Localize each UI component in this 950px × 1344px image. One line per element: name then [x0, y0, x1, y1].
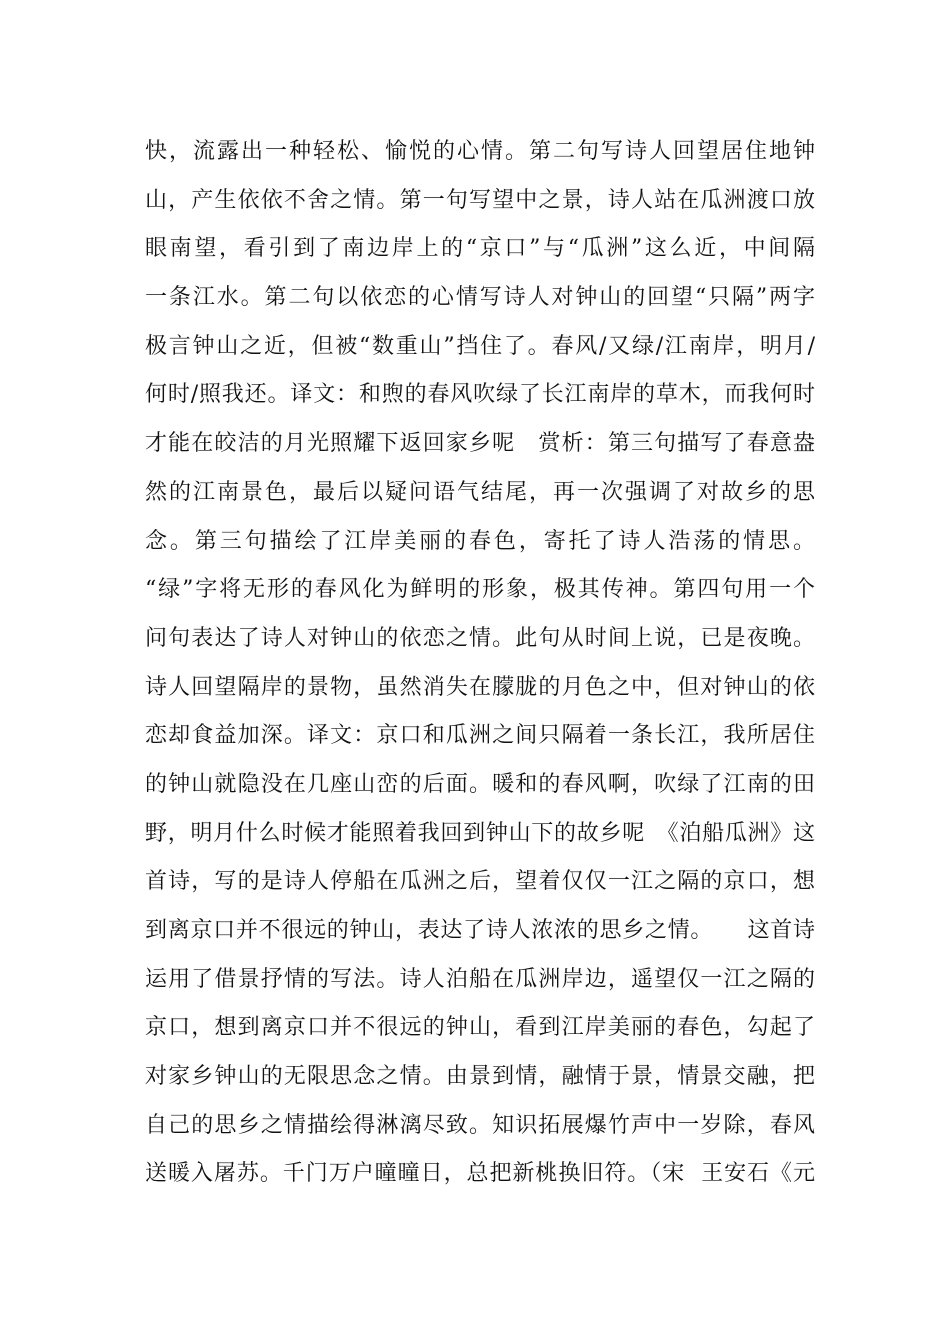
text-line: 快，流露出一种轻松、愉悦的心情。第二句写诗人回望居住地钟	[145, 139, 815, 164]
text-line: 野，明月什么时候才能照着我回到钟山下的故乡呢 《泊船瓜洲》这	[145, 820, 815, 846]
text-line: 念。第三句描绘了江岸美丽的春色，寄托了诗人浩荡的情思。	[145, 528, 815, 554]
text-line: 到离京口并不很远的钟山，表达了诗人浓浓的思乡之情。 这首诗	[145, 918, 815, 943]
body-text	[145, 128, 815, 1199]
text-line: 一条江水。第二句以依恋的心情写诗人对钟山的回望“只隔”两字	[145, 285, 815, 311]
text-line: 山，产生依依不舍之情。第一句写望中之景，诗人站在瓜洲渡口放	[145, 187, 815, 213]
text-line: 何时/照我还。译文：和煦的春风吹绿了长江南岸的草木，而我何时	[145, 382, 815, 408]
text-line: 送暖入屠苏。千门万户曈曈日，总把新桃换旧符。（宋 王安石《元	[145, 1161, 815, 1187]
text-line: 才能在皎洁的月光照耀下返回家乡呢 赏析：第三句描写了春意盎	[145, 431, 815, 457]
text-line: 对家乡钟山的无限思念之情。由景到情，融情于景，情景交融，把	[145, 1064, 815, 1090]
text-line: 然的江南景色，最后以疑问语气结尾，再一次强调了对故乡的思	[145, 479, 815, 505]
text-line: 诗人回望隔岸的景物，虽然消失在朦胧的月色之中，但对钟山的依	[145, 674, 815, 700]
text-line: “绿”字将无形的春风化为鲜明的形象，极其传神。第四句用一个	[145, 577, 815, 603]
text-line: 首诗，写的是诗人停船在瓜洲之后，望着仅仅一江之隔的京口，想	[145, 869, 815, 895]
text-line: 自己的思乡之情描绘得淋漓尽致。知识拓展爆竹声中一岁除，春风	[145, 1112, 815, 1138]
text-line: 恋却食益加深。译文：京口和瓜洲之间只隔着一条长江，我所居住	[145, 723, 815, 749]
text-line: 眼南望，看引到了南边岸上的“京口”与“瓜洲”这么近，中间隔	[145, 236, 815, 262]
text-line: 的钟山就隐没在几座山峦的后面。暖和的春风啊，吹绿了江南的田	[145, 771, 815, 797]
text-line: 京口，想到离京口并不很远的钟山，看到江岸美丽的春色，勾起了	[145, 1015, 815, 1041]
text-line: 运用了借景抒情的写法。诗人泊船在瓜洲岸边，遥望仅一江之隔的	[145, 966, 815, 992]
text-line: 问句表达了诗人对钟山的依恋之情。此句从时间上说，已是夜晚。	[145, 625, 815, 651]
text-line: 极言钟山之近，但被“数重山”挡住了。春风/又绿/江南岸，明月/	[145, 333, 815, 359]
